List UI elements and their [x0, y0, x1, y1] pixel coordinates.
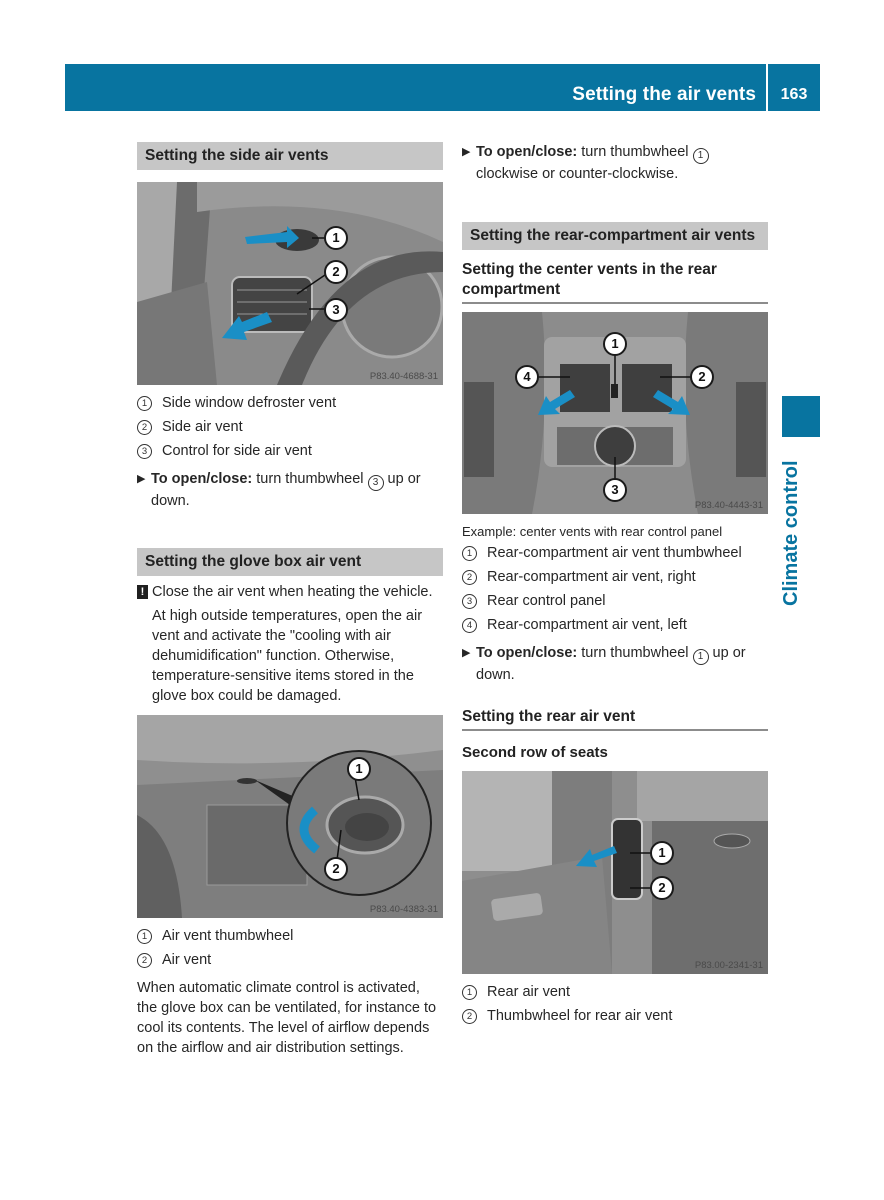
- figure-code: P83.40-4688-31: [369, 371, 438, 382]
- left-column: [137, 142, 443, 1058]
- warning-text: Close the air vent when heating the vehicle.: [152, 584, 433, 600]
- page-number: 163: [780, 86, 808, 103]
- legend-text: Air vent thumbwheel: [162, 928, 294, 944]
- page-title: Setting the air vents: [572, 84, 756, 105]
- callout-1: 1: [324, 226, 348, 250]
- legend-text: Rear-compartment air vent thumbwheel: [487, 545, 742, 561]
- legend-item: [462, 980, 768, 1004]
- instruction-part: clockwise or counter-clockwise.: [476, 166, 679, 182]
- instruction-part: turn thumbwheel: [577, 645, 693, 661]
- legend-rear-air-vent: [462, 980, 768, 1028]
- callout-2: 2: [650, 876, 674, 900]
- section-heading-rear-compartment: Setting the rear-compartment air vents: [462, 222, 768, 250]
- glove-box-illustration: [137, 715, 443, 918]
- figure-caption: Example: center vents with rear control panel: [462, 524, 723, 539]
- callout-2: 2: [324, 260, 348, 284]
- chapter-tab-label: Climate control: [780, 460, 802, 606]
- legend-item: [462, 565, 768, 589]
- figure-code: P83.40-4383-31: [369, 904, 438, 915]
- legend-item: [462, 613, 768, 637]
- chapter-tab-marker: [782, 396, 820, 437]
- callout-1: 1: [650, 841, 674, 865]
- instruction-part: turn thumbwheel: [577, 144, 693, 160]
- section-heading-glove-box: Setting the glove box air vent: [137, 548, 443, 576]
- side-vent-illustration: [137, 182, 443, 385]
- legend-text: Side air vent: [162, 419, 243, 435]
- number-circle-icon: 1: [137, 929, 152, 944]
- instruction-text: [476, 142, 768, 184]
- legend-item: [462, 541, 768, 565]
- number-circle-icon: 1: [462, 985, 477, 1000]
- legend-item: [462, 589, 768, 613]
- callout-1: 1: [603, 332, 627, 356]
- instruction-part: up or down.: [151, 471, 421, 509]
- legend-text: Rear control panel: [487, 593, 606, 609]
- callout-3: 3: [324, 298, 348, 322]
- number-circle-icon: 3: [368, 475, 384, 491]
- number-circle-icon: 1: [462, 546, 477, 561]
- legend-item: [137, 924, 443, 948]
- legend-text: Control for side air vent: [162, 443, 312, 459]
- warning-note: [137, 582, 443, 706]
- legend-text: Rear air vent: [487, 984, 571, 1000]
- legend-item: [137, 415, 443, 439]
- figure-rear-center-vents: [462, 312, 768, 514]
- legend-item: [137, 439, 443, 463]
- rear-air-vent-illustration: [462, 771, 768, 974]
- right-column: [462, 142, 768, 1028]
- legend-item: [137, 948, 443, 972]
- legend-rear-compartment: [462, 541, 768, 637]
- callout-3: 3: [603, 478, 627, 502]
- figure-code: P83.40-4443-31: [694, 500, 763, 511]
- callout-1: 1: [347, 757, 371, 781]
- legend-glove-box: [137, 924, 443, 972]
- figure-code: P83.00-2341-31: [694, 960, 763, 971]
- subheading-second-row: Second row of seats: [462, 744, 608, 761]
- callout-2: 2: [690, 365, 714, 389]
- legend-item: [462, 1004, 768, 1028]
- warning-content: [152, 582, 443, 706]
- instruction-glove-box: [462, 142, 768, 184]
- number-circle-icon: 2: [462, 1009, 477, 1024]
- number-circle-icon: 2: [137, 953, 152, 968]
- figure-rear-air-vent: [462, 771, 768, 974]
- instruction-label: To open/close:: [476, 144, 578, 160]
- legend-text: Side window defroster vent: [162, 395, 337, 411]
- number-circle-icon: 3: [137, 444, 152, 459]
- figure-glove-box-vent: [137, 715, 443, 918]
- instruction-side-vents: [137, 469, 443, 511]
- callout-4: 4: [515, 365, 539, 389]
- instruction-text: [151, 469, 443, 511]
- instruction-text: [476, 643, 768, 685]
- callout-2: 2: [324, 857, 348, 881]
- warning-exclamation-icon: !: [137, 585, 148, 599]
- instruction-part: turn thumbwheel: [252, 471, 368, 487]
- legend-item: [137, 391, 443, 415]
- legend-text: Thumbwheel for rear air vent: [487, 1008, 673, 1024]
- subheading-center-vents: Setting the center vents in the rear compartment: [462, 260, 768, 304]
- section-heading-side-vents: Setting the side air vents: [137, 142, 443, 170]
- legend-side-vents: [137, 391, 443, 463]
- legend-text: Rear-compartment air vent, right: [487, 569, 696, 585]
- triangle-bullet-icon: ▶: [462, 647, 471, 659]
- instruction-label: To open/close:: [151, 471, 253, 487]
- subheading-rear-air-vent: Setting the rear air vent: [462, 707, 768, 731]
- number-circle-icon: 1: [693, 649, 709, 665]
- triangle-bullet-icon: ▶: [137, 473, 146, 485]
- page-header: [65, 64, 820, 111]
- number-circle-icon: 2: [462, 570, 477, 585]
- instruction-label: To open/close:: [476, 645, 578, 661]
- triangle-bullet-icon: ▶: [462, 146, 471, 158]
- legend-text: Rear-compartment air vent, left: [487, 617, 687, 633]
- number-circle-icon: 1: [693, 148, 709, 164]
- instruction-rear-compartment: [462, 643, 768, 685]
- legend-text: Air vent: [162, 952, 212, 968]
- instruction-part: up or down.: [476, 645, 746, 683]
- figure-side-air-vents: [137, 182, 443, 385]
- number-circle-icon: 2: [137, 420, 152, 435]
- number-circle-icon: 3: [462, 594, 477, 609]
- warning-body: At high outside temperatures, open the air vent and activate the "cooling with air dehumidification" function. Otherwise, temperature-sensitive items stored in the glove box could be damaged.: [152, 608, 423, 704]
- number-circle-icon: 1: [137, 396, 152, 411]
- glove-box-body-text: When automatic climate control is activated, the glove box can be ventilated, for instance to cool its contents. The level of airflow depends on the airflow and air distribution settings.: [137, 980, 437, 1056]
- number-circle-icon: 4: [462, 618, 477, 633]
